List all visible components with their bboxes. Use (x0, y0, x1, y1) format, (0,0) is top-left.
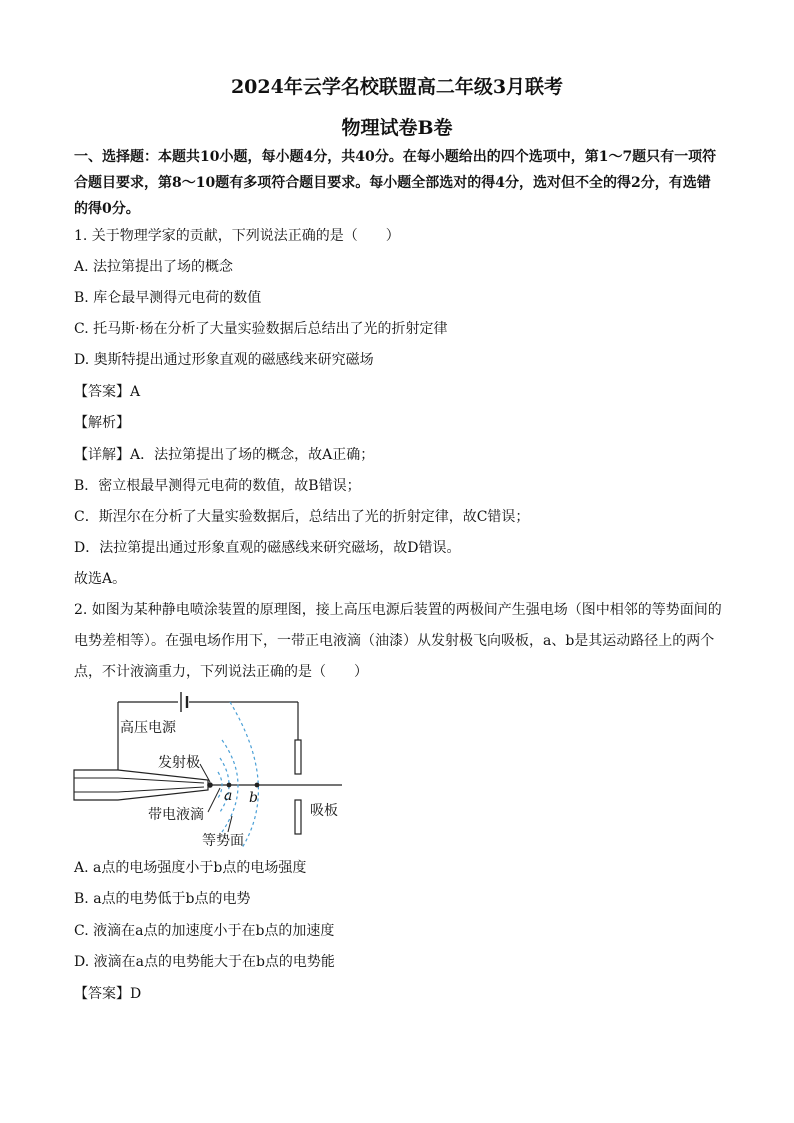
q1-stem: 1. 关于物理学家的贡献，下列说法正确的是（ ） (74, 228, 400, 244)
plate-label: 吸板 (310, 803, 338, 819)
droplet-label-leader (208, 788, 220, 812)
point-a-dot (227, 783, 232, 788)
q2-answer: 【答案】D (74, 986, 142, 1002)
q1-detail-a: 【详解】A．法拉第提出了场的概念，故A正确； (74, 447, 375, 463)
q1-conclusion: 故选A。 (74, 571, 127, 587)
section-intro-line-1: 一、选择题：本题共10小题，每小题4分，共40分。在每小题给出的四个选项中，第1～7题只有一项符 (74, 149, 717, 165)
absorber-plate-upper (295, 740, 301, 774)
emitter-nozzle (74, 770, 208, 800)
point-a-label: a (224, 788, 233, 804)
exam-title: 2024年云学名校联盟高二年级3月联考 (230, 76, 564, 98)
point-b-label: b (249, 790, 258, 806)
q1-analysis-heading: 【解析】 (74, 415, 130, 431)
emitter-tip-dot (207, 782, 213, 788)
q1-option-a: A. 法拉第提出了场的概念 (74, 259, 234, 275)
q2-option-a: A. a点的电场强度小于b点的电场强度 (74, 860, 307, 876)
q1-detail-b: B．密立根最早测得元电荷的数值，故B错误； (74, 478, 361, 494)
point-b-dot (255, 783, 260, 788)
absorber-plate-lower (295, 800, 301, 834)
emitter-label: 发射极 (158, 755, 200, 771)
q1-option-d: D. 奥斯特提出通过形象直观的磁感线来研究磁场 (74, 352, 374, 368)
power-label: 高压电源 (120, 720, 176, 736)
droplet-label: 带电液滴 (148, 807, 204, 823)
q2-option-c: C. 液滴在a点的加速度小于在b点的加速度 (74, 923, 335, 939)
q2-stem-line-1: 2. 如图为某种静电喷涂装置的原理图，接上高压电源后装置的两极间产生强电场（图中相邻的等势面间的 (74, 602, 722, 618)
equipotential-arc-4 (230, 702, 258, 848)
q2-option-b: B. a点的电势低于b点的电势 (74, 891, 251, 907)
exam-subtitle: 物理试卷B卷 (341, 117, 453, 139)
electrostatic-spray-figure (70, 688, 360, 853)
q1-option-c: C. 托马斯·杨在分析了大量实验数据后总结出了光的折射定律 (74, 321, 448, 337)
section-intro-line-3: 的得0分。 (74, 201, 140, 217)
q1-detail-c: C．斯涅尔在分析了大量实验数据后，总结出了光的折射定律，故C错误； (74, 509, 530, 525)
q2-stem-line-2: 电势差相等）。在强电场作用下，一带正电液滴（油漆）从发射极飞向吸板，a、b是其运动路径上的两个 (74, 633, 715, 649)
q1-detail-d: D．法拉第提出通过形象直观的磁感线来研究磁场，故D错误。 (74, 540, 461, 556)
q2-stem-line-3: 点，不计液滴重力，下列说法正确的是（ ） (74, 664, 368, 680)
equipotential-label: 等势面 (202, 833, 244, 849)
q1-answer: 【答案】A (74, 384, 141, 400)
equipotential-label-leader (228, 816, 232, 832)
q2-option-d: D. 液滴在a点的电势能大于在b点的电势能 (74, 954, 335, 970)
q1-option-b: B. 库仑最早测得元电荷的数值 (74, 290, 262, 306)
section-intro-line-2: 合题目要求，第8～10题有多项符合题目要求。每小题全部选对的得4分，选对但不全的得2分，有选错 (74, 175, 711, 191)
